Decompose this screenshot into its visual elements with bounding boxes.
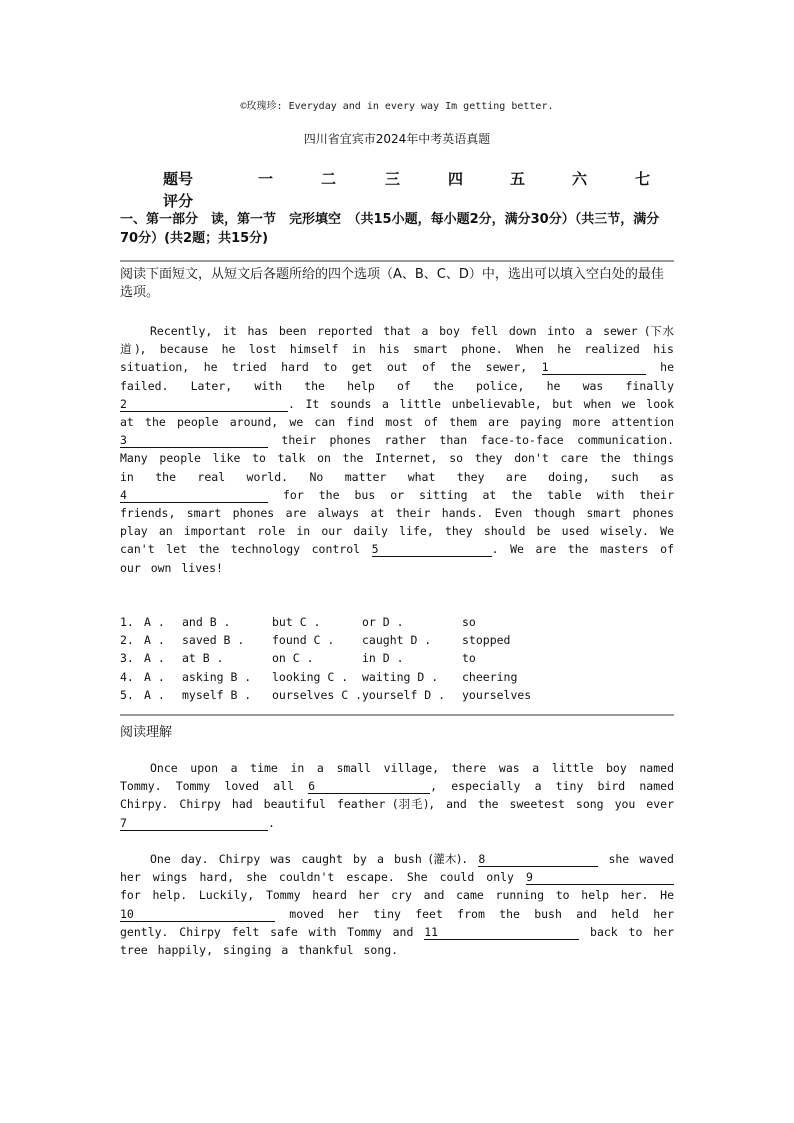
blank-4[interactable]: 4	[120, 488, 268, 503]
score-col-5: 五	[510, 170, 526, 188]
score-col-4: 四	[448, 170, 464, 188]
blank-7[interactable]: 7	[120, 816, 268, 831]
option-row: 3. A . at B . on C . in D . to	[120, 651, 476, 666]
blank-5[interactable]: 5	[372, 542, 492, 557]
score-col-3: 三	[385, 170, 401, 188]
page-title: 四川省宜宾市2024年中考英语真题	[303, 132, 491, 146]
blank-3[interactable]: 3	[120, 433, 268, 448]
option-row: 5. A . myself B . ourselves C .yourself D . yourselves	[120, 687, 532, 702]
divider	[120, 714, 674, 716]
blank-2[interactable]: 2	[120, 397, 288, 412]
score-col-1: 一	[258, 170, 274, 188]
score-col-6: 六	[572, 170, 588, 188]
option-row: 1. A . and B . but C . or D . so	[120, 615, 476, 629]
option-row: 2. A . saved B . found C . caught D . stopped	[120, 633, 511, 648]
blank-6[interactable]: 6	[308, 779, 430, 794]
blank-8[interactable]: 8	[478, 852, 598, 867]
page-motto: ©玫瑰珍: Everyday and in every way Im getting better.	[240, 101, 554, 112]
blank-1[interactable]: 1	[542, 360, 646, 375]
reading-title: 阅读理解	[120, 725, 173, 740]
score-col-7: 七	[635, 170, 651, 188]
section-heading: 一、第一部分 读，第一节 完形填空 （共15小题，每小题2分，满分30分）（共三节，满分70分）(共2题；共15分)	[120, 212, 660, 246]
answer-options	[120, 613, 674, 704]
divider	[120, 260, 674, 262]
score-col-label: 题号	[163, 170, 194, 188]
blank-11[interactable]: 11	[424, 925, 579, 940]
blank-10[interactable]: 10	[120, 907, 275, 922]
score-row-label: 评分	[163, 192, 194, 210]
reading-paragraph-1: Once upon a time in a small village, there was a little boy named Tommy. Tommy loved all 6 , especially a tiny bird named Chirpy. Chirpy had beautiful feather (羽毛), and the sweetest song you ever 7 .	[120, 761, 674, 830]
blank-9[interactable]: 9	[526, 870, 674, 885]
option-row: 4. A . asking B . looking C . waiting D . cheering	[120, 669, 518, 684]
score-col-2: 二	[321, 170, 337, 188]
section-instruction: 阅读下面短文，从短文后各题所给的四个选项（A、B、C、D）中，选出可以填入空白处的最佳选项。	[120, 267, 664, 300]
reading-paragraph-2: One day. Chirpy was caught by a bush (灌木). 8 she waved her wings hard, she couldn't escape. She could only 9 for help. Luckily, Tommy heard her cry and came running to help her. He 10 moved her tiny feet from the bush and held her gently. Chirpy felt safe with Tommy and 11 back to her tree happily, singing a thankful song.	[120, 852, 674, 958]
cloze-passage: Recently, it has been reported that a boy fell down into a sewer (下水道), because he lost himself in his smart phone. When he realized his situation, he tried hard to get out of the sewer, 1 he failed. Later, with the help of the police, he was finally 2 . It sounds a little unbelievable, but when we look at the people around, we can find most of them are paying more attention 3 their phones rather than face-to-face communication. Many people like to talk on the Internet, so they don't care the things in the real world. No matter what they are doing, such as 4 for the bus or sitting at the table with their friends, smart phones are always at their hands. Even though smart phones play an important role in our daily life, they should be used wisely. We can't let the technology control 5 . We are the masters of our own lives!	[120, 324, 675, 575]
score-table-header	[163, 168, 663, 188]
